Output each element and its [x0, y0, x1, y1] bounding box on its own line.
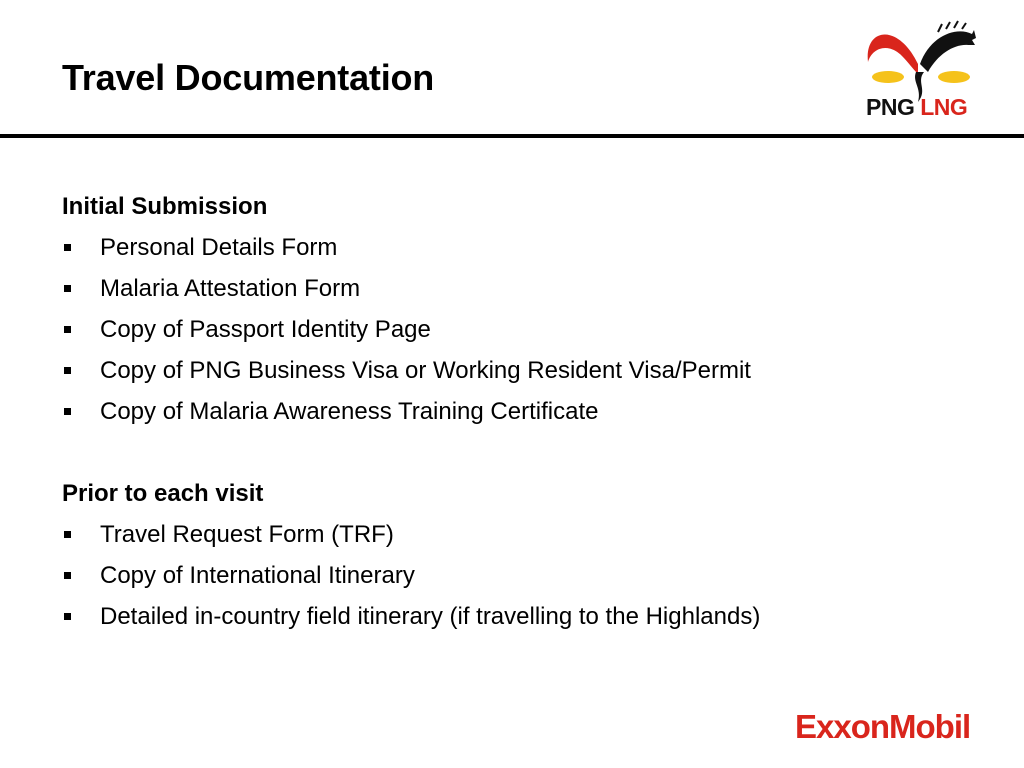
list-item-text: Travel Request Form (TRF): [100, 521, 394, 548]
list-item-text: Copy of Malaria Awareness Training Certificate: [100, 398, 599, 425]
list-item: [62, 391, 962, 432]
slide-title: Travel Documentation: [62, 57, 435, 98]
list-item: [62, 555, 962, 596]
square-bullet-icon: [64, 367, 71, 374]
png-lng-logo-text: [866, 94, 978, 121]
section-heading: Prior to each visit: [62, 480, 264, 507]
square-bullet-icon: [64, 613, 71, 620]
list-item: [62, 309, 962, 350]
section-heading: Initial Submission: [62, 193, 268, 220]
square-bullet-icon: [64, 285, 71, 292]
title-divider: [0, 134, 1024, 138]
section-spacer: [62, 432, 962, 473]
list-item-text: Copy of International Itinerary: [100, 562, 415, 589]
exxonmobil-logo: ExxonMobil: [795, 708, 971, 745]
square-bullet-icon: [64, 326, 71, 333]
list-item-text: Copy of PNG Business Visa or Working Resident Visa/Permit: [100, 357, 751, 384]
logo-text-png: PNG: [866, 94, 915, 120]
list-item: [62, 227, 962, 268]
list-item: [62, 268, 962, 309]
list-item-text: Personal Details Form: [100, 234, 338, 261]
square-bullet-icon: [64, 408, 71, 415]
square-bullet-icon: [64, 244, 71, 251]
list-item-text: Copy of Passport Identity Page: [100, 316, 431, 343]
list-item: [62, 596, 962, 637]
list-item-text: Detailed in-country field itinerary (if travelling to the Highlands): [100, 603, 761, 630]
square-bullet-icon: [64, 531, 71, 538]
slide-body: [62, 186, 962, 637]
list-item: [62, 514, 962, 555]
logo-text-lng: LNG: [920, 94, 968, 120]
square-bullet-icon: [64, 572, 71, 579]
list-item-text: Malaria Attestation Form: [100, 275, 361, 302]
list-item: [62, 350, 962, 391]
